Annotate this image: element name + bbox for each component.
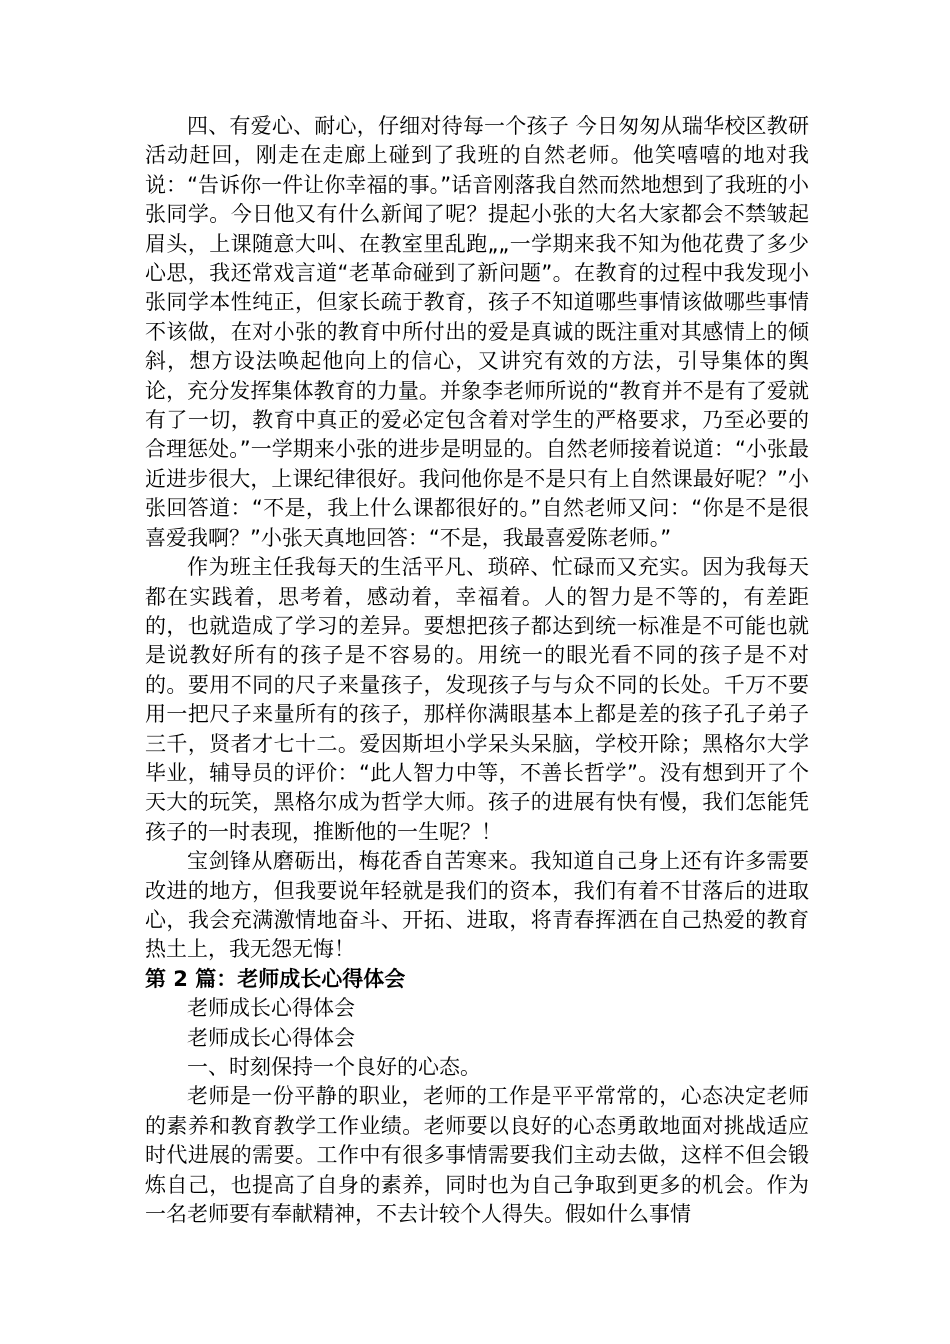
subtitle-line-2: 老师成长心得体会 [187,1025,355,1050]
paragraph-mindset: 老师是一份平静的职业，老师的工作是平平常常的，心态决定老师的素养和教育教学工作业绩。老师要以良好的心态勇敢地面对挑战适应时代进展的需要。工作中有很多事情需要我们主动去做，这样不但会锻炼自己，也提高了自身的素养，同时也为自己争取到更多的机会。作为一名老师要有奉献精神，不去计较个人得失。假如什么事情 [145,1084,809,1227]
paragraph-patience: 四、有爱心、耐心，仔细对待每一个孩子 今日匆匆从瑞华校区教研活动赶回，刚走在走廊上碰到了我班的自然老师。他笑嘻嘻的地对我说：“告诉你一件让你幸福的事。”话音刚落我自然而然地想到了我班的小张同学。今日他又有什么新闻了呢？提起小张的大名大家都会不禁皱起眉头，上课随意大叫、在教室里乱跑„„一学期来我不知为他花费了多少心思，我还常戏言道“老革命碰到了新问题”。在教育的过程中我发现小张同学本性纯正，但家长疏于教育，孩子不知道哪些事情该做哪些事情不该做，在对小张的教育中所付出的爱是真诚的既注重对其感情上的倾斜，想方设法唤起他向上的信心，又讲究有效的方法，引导集体的舆论，充分发挥集体教育的力量。并象李老师所说的“教育并不是有了爱就有了一切，教育中真正的爱必定包含着对学生的严格要求，乃至必要的合理惩处。”一学期来小张的进步是明显的。自然老师接着说道：“小张最近进步很大，上课纪律很好。我问他你是不是只有上自然课最好呢？”小张回答道：“不是，我上什么课都很好的。”自然老师又问：“你是不是很喜爱我啊？”小张天真地回答：“不是，我最喜爱陈老师。” [145,114,809,550]
point-one-heading: 一、时刻保持一个良好的心态。 [187,1055,481,1079]
subtitle-line-1: 老师成长心得体会 [187,996,355,1021]
section-heading: 第 2 篇：老师成长心得体会 [145,966,406,991]
paragraph-sword: 宝剑锋从磨砺出，梅花香自苦寒来。我知道自己身上还有许多需要改进的地方，但我要说年轻就是我们的资本，我们有着不甘落后的进取心，我会充满激情地奋斗、开拓、进取，将青春挥洒在自己热爱的教育热土上，我无怨无悔！ [145,849,809,962]
paragraph-class-teacher: 作为班主任我每天的生活平凡、琐碎、忙碌而又充实。因为我每天都在实践着，思考着，感动着，幸福着。人的智力是不等的，有差距的，也就造成了学习的差异。要想把孩子都达到统一标准是不可能也就是说教好所有的孩子是不容易的。用统一的眼光看不同的孩子是不对的。要用不同的尺子来量孩子，发现孩子与与众不同的长处。千万不要用一把尺子来量所有的孩子，那样你满眼基本上都是差的孩子孔子弟子三千，贤者才七十二。爱因斯坦小学呆头呆脑，学校开除；黑格尔大学毕业，辅导员的评价：“此人智力中等，不善长哲学”。没有想到开了个天大的玩笑，黑格尔成为哲学大师。孩子的进展有快有慢，我们怎能凭孩子的一时表现，推断他的一生呢？！ [145,555,809,844]
document-page [145,112,809,1229]
